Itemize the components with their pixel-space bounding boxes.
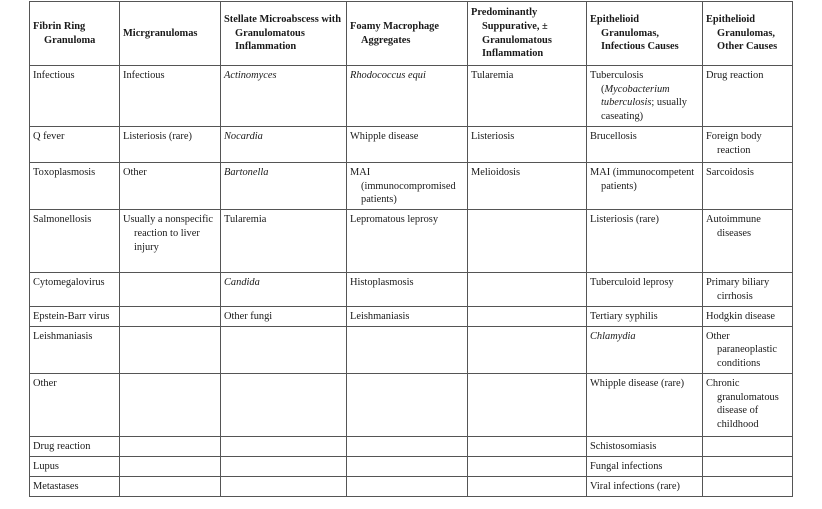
table-cell (347, 373, 468, 436)
table-cell (468, 273, 587, 306)
table-row (30, 326, 793, 373)
granuloma-classification-table (29, 1, 793, 497)
table-cell: Tuberculoid leprosy (587, 273, 703, 306)
table-cell: Q fever (30, 126, 120, 162)
table-cell (703, 456, 793, 476)
header-predominantly-suppurative: Predominantly Suppurative, ± Granulomatous Inflammation (468, 2, 587, 66)
table-cell: Viral infections (rare) (587, 476, 703, 496)
table-cell (468, 306, 587, 326)
table-cell (347, 436, 468, 456)
table-cell: Schistosomiasis (587, 436, 703, 456)
header-row (30, 2, 793, 66)
table-row (30, 162, 793, 209)
table-row (30, 273, 793, 306)
table-cell (468, 210, 587, 273)
table-cell (347, 326, 468, 373)
table-cell: Cytomegalovirus (30, 273, 120, 306)
table-cell (468, 326, 587, 373)
table-cell: Candida (221, 273, 347, 306)
table-cell (468, 373, 587, 436)
table-cell: Listeriosis (468, 126, 587, 162)
table-cell: Primary biliary cirrhosis (703, 273, 793, 306)
table-cell: Lepromatous leprosy (347, 210, 468, 273)
table-row (30, 66, 793, 127)
table-cell (468, 476, 587, 496)
table-cell: Epstein-Barr virus (30, 306, 120, 326)
table-cell (221, 326, 347, 373)
table-cell: Leishmaniasis (347, 306, 468, 326)
table-cell: Nocardia (221, 126, 347, 162)
table-cell: Other (30, 373, 120, 436)
table-cell: Autoimmune diseases (703, 210, 793, 273)
species-name: Mycobacterium tuberculosis (601, 83, 670, 109)
header-stellate-microabscess: Stellate Microabscess with Granulomatous Inflammation (221, 2, 347, 66)
table-cell: Tularemia (468, 66, 587, 127)
table-cell: Sarcoidosis (703, 162, 793, 209)
table-cell: Other (120, 162, 221, 209)
header-fibrin-ring-granuloma: Fibrin Ring Granuloma (30, 2, 120, 66)
table-cell: Listeriosis (rare) (587, 210, 703, 273)
table-row (30, 456, 793, 476)
table-cell: Tularemia (221, 210, 347, 273)
table-cell (120, 273, 221, 306)
table-cell: Histoplasmosis (347, 273, 468, 306)
table-cell: Other paraneoplastic conditions (703, 326, 793, 373)
table-cell: MAI (immunocompetent patients) (587, 162, 703, 209)
table-cell: Infectious (30, 66, 120, 127)
table-cell: MAI (immunocompromised patients) (347, 162, 468, 209)
table-row (30, 373, 793, 436)
table-cell: Hodgkin disease (703, 306, 793, 326)
table-row (30, 126, 793, 162)
table-cell: Toxoplasmosis (30, 162, 120, 209)
table-cell: Chronic granulomatous disease of childhood (703, 373, 793, 436)
table-row (30, 476, 793, 496)
table-cell (347, 456, 468, 476)
table-cell: Other fungi (221, 306, 347, 326)
table-cell: Drug reaction (30, 436, 120, 456)
table-row (30, 436, 793, 456)
table-cell: Infectious (120, 66, 221, 127)
table-cell: Fungal infections (587, 456, 703, 476)
tuberculosis-note: (Mycobacterium tuberculosis; usually caseating) (601, 83, 687, 123)
table-row (30, 210, 793, 273)
table-cell: Chlamydia (587, 326, 703, 373)
table-cell (221, 373, 347, 436)
granuloma-table-container (29, 1, 793, 497)
table-cell: Whipple disease (347, 126, 468, 162)
table-cell (468, 456, 587, 476)
table-cell: Tertiary syphilis (587, 306, 703, 326)
table-cell: Usually a nonspecific reaction to liver injury (120, 210, 221, 273)
table-cell (703, 476, 793, 496)
header-foamy-macrophage: Foamy Macrophage Aggregates (347, 2, 468, 66)
table-cell (221, 436, 347, 456)
table-cell (120, 456, 221, 476)
header-epithelioid-other: Epithelioid Granulomas, Other Causes (703, 2, 793, 66)
table-cell: Rhodococcus equi (347, 66, 468, 127)
header-epithelioid-infectious: Epithelioid Granulomas, Infectious Causes (587, 2, 703, 66)
table-cell: Melioidosis (468, 162, 587, 209)
table-cell: Lupus (30, 456, 120, 476)
table-cell (703, 436, 793, 456)
table-row (30, 306, 793, 326)
table-cell (120, 326, 221, 373)
table-cell (120, 436, 221, 456)
table-cell: Leishmaniasis (30, 326, 120, 373)
table-cell: Listeriosis (rare) (120, 126, 221, 162)
table-cell (120, 476, 221, 496)
table-cell (120, 306, 221, 326)
header-microgranulomas: Micrgranulomas (120, 2, 221, 66)
table-cell: Metastases (30, 476, 120, 496)
table-cell (120, 373, 221, 436)
table-cell (468, 436, 587, 456)
table-cell (221, 456, 347, 476)
table-cell: Salmonellosis (30, 210, 120, 273)
table-cell: Actinomyces (221, 66, 347, 127)
table-cell: Whipple disease (rare) (587, 373, 703, 436)
table-cell (347, 476, 468, 496)
table-cell: Brucellosis (587, 126, 703, 162)
table-cell: Bartonella (221, 162, 347, 209)
table-cell: Foreign body reaction (703, 126, 793, 162)
table-cell (221, 476, 347, 496)
table-cell: Drug reaction (703, 66, 793, 127)
table-cell: Tuberculosis (Mycobacterium tuberculosis; usually caseating) (587, 66, 703, 127)
